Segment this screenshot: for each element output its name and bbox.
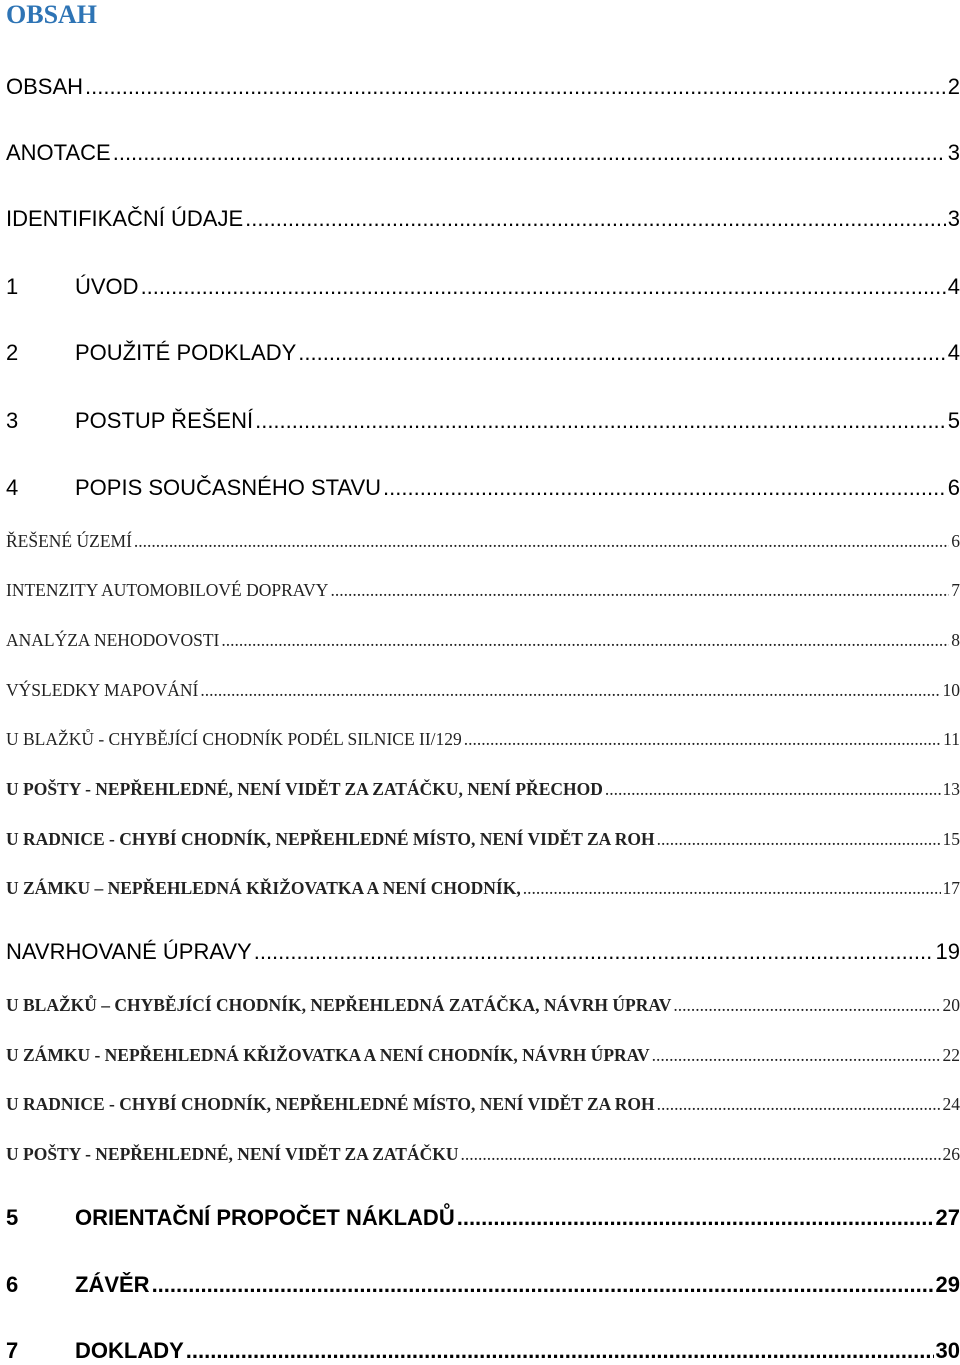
toc-entry-page: 4 xyxy=(947,340,960,365)
dot-leader xyxy=(383,475,946,501)
toc-entry-title: NAVRHOVANÉ ÚPRAVY xyxy=(6,939,252,964)
toc-entry-vysledky[interactable] xyxy=(6,680,960,701)
toc-entry-title: U ZÁMKU – NEPŘEHLEDNÁ KŘIŽOVATKA A NENÍ CHODNÍK, xyxy=(6,878,521,898)
toc-entry-3[interactable] xyxy=(6,408,960,434)
toc-entry-u-blazku[interactable] xyxy=(6,729,960,750)
toc-entry-7[interactable] xyxy=(6,1338,960,1364)
toc-entry-u-posty[interactable] xyxy=(6,779,960,800)
dot-leader xyxy=(673,995,940,1016)
toc-entry-page: 6 xyxy=(947,475,960,500)
dot-leader xyxy=(464,729,941,750)
toc-entry-page: 8 xyxy=(951,630,960,650)
toc-entry-6[interactable] xyxy=(6,1272,960,1298)
toc-entry-title: DOKLADY xyxy=(75,1338,184,1363)
toc-entry-2[interactable] xyxy=(6,340,960,366)
toc-entry-u-radnice-navrh[interactable] xyxy=(6,1094,960,1115)
toc-entry-page: 17 xyxy=(942,878,960,898)
toc-entry-u-radnice[interactable] xyxy=(6,829,960,850)
dot-leader xyxy=(605,779,941,800)
dot-leader xyxy=(255,408,946,434)
toc-entry-u-zamku-navrh[interactable] xyxy=(6,1045,960,1066)
toc-entry-page: 3 xyxy=(947,206,960,231)
toc-entry-number: 1 xyxy=(6,274,19,299)
toc-entry-obsah[interactable] xyxy=(6,74,960,100)
dot-leader xyxy=(298,340,945,366)
toc-entry-intenzity[interactable] xyxy=(6,580,960,601)
toc-entry-page: 6 xyxy=(951,531,960,551)
toc-entry-page: 19 xyxy=(935,939,960,964)
toc-entry-title: U RADNICE - CHYBÍ CHODNÍK, NEPŘEHLEDNÉ MÍSTO, NENÍ VIDĚT ZA ROH xyxy=(6,1094,655,1114)
toc-entry-title: IDENTIFIKAČNÍ ÚDAJE xyxy=(6,206,244,231)
toc-entry-title: U BLAŽKŮ – CHYBĚJÍCÍ CHODNÍK, NEPŘEHLEDNÁ ZATÁČKA, NÁVRH ÚPRAV xyxy=(6,995,672,1015)
dot-leader xyxy=(200,680,940,701)
toc-entry-5[interactable] xyxy=(6,1205,960,1231)
dot-leader xyxy=(254,939,934,965)
toc-entry-page: 26 xyxy=(942,1144,960,1164)
dot-leader xyxy=(461,1144,941,1165)
toc-entry-anotace[interactable] xyxy=(6,140,960,166)
toc-entry-title: U ZÁMKU - NEPŘEHLEDNÁ KŘIŽOVATKA A NENÍ CHODNÍK, NÁVRH ÚPRAV xyxy=(6,1045,650,1065)
toc-entry-title: ZÁVĚR xyxy=(75,1272,150,1297)
dot-leader xyxy=(141,274,946,300)
dot-leader xyxy=(186,1338,934,1364)
dot-leader xyxy=(245,206,946,232)
toc-entry-page: 2 xyxy=(947,74,960,99)
toc-entry-title: VÝSLEDKY MAPOVÁNÍ xyxy=(6,680,199,700)
toc-entry-page: 4 xyxy=(947,274,960,299)
page-title: OBSAH xyxy=(6,0,98,29)
toc-entry-title: ANALÝZA NEHODOVOSTI xyxy=(6,630,220,650)
toc-entry-number: 7 xyxy=(6,1338,19,1363)
toc-entry-title: ORIENTAČNÍ PROPOČET NÁKLADŮ xyxy=(75,1205,455,1230)
dot-leader xyxy=(85,74,946,100)
toc-entry-title: OBSAH xyxy=(6,74,84,99)
toc-entry-title: ŘEŠENÉ ÚZEMÍ xyxy=(6,531,132,551)
toc-entry-page: 13 xyxy=(942,779,960,799)
toc-entry-navrhovane-upravy[interactable] xyxy=(6,939,960,965)
toc-entry-u-posty-navrh[interactable] xyxy=(6,1144,960,1165)
toc-entry-title: U RADNICE - CHYBÍ CHODNÍK, NEPŘEHLEDNÉ MÍSTO, NENÍ VIDĚT ZA ROH xyxy=(6,829,655,849)
toc-entry-title: ÚVOD xyxy=(75,274,139,299)
dot-leader xyxy=(330,580,949,601)
toc-entry-title: POUŽITÉ PODKLADY xyxy=(75,340,297,365)
toc-entry-page: 20 xyxy=(942,995,960,1015)
dot-leader xyxy=(657,829,941,850)
toc-entry-resene-uzemi[interactable] xyxy=(6,531,960,552)
toc-entry-u-blazku-navrh[interactable] xyxy=(6,995,960,1016)
toc-entry-identifikacni-udaje[interactable] xyxy=(6,206,960,232)
toc-entry-page: 11 xyxy=(943,729,960,749)
toc-entry-title: U POŠTY - NEPŘEHLEDNÉ, NENÍ VIDĚT ZA ZATÁČKU xyxy=(6,1144,459,1164)
toc-entry-page: 15 xyxy=(942,829,960,849)
dot-leader xyxy=(113,140,946,166)
toc-entry-analyza[interactable] xyxy=(6,630,960,651)
toc-entry-title: U BLAŽKŮ - CHYBĚJÍCÍ CHODNÍK PODÉL SILNICE II/129 xyxy=(6,729,462,749)
toc-entry-title: POPIS SOUČASNÉHO STAVU xyxy=(75,475,382,500)
toc-entry-page: 30 xyxy=(935,1338,960,1363)
toc-entry-u-zamku[interactable] xyxy=(6,878,960,899)
toc-entry-page: 10 xyxy=(942,680,960,700)
toc-entry-number: 3 xyxy=(6,408,19,433)
toc-entry-page: 22 xyxy=(942,1045,960,1065)
toc-entry-1[interactable] xyxy=(6,274,960,300)
toc-entry-page: 3 xyxy=(947,140,960,165)
toc-entry-number: 5 xyxy=(6,1205,19,1230)
toc-entry-4[interactable] xyxy=(6,475,960,501)
dot-leader xyxy=(523,878,941,899)
toc-entry-title: ANOTACE xyxy=(6,140,111,165)
dot-leader xyxy=(221,630,949,651)
dot-leader xyxy=(152,1272,934,1298)
toc-entry-number: 2 xyxy=(6,340,19,365)
dot-leader xyxy=(652,1045,941,1066)
toc-entry-page: 24 xyxy=(942,1094,960,1114)
toc-entry-page: 7 xyxy=(951,580,960,600)
toc-entry-title: INTENZITY AUTOMOBILOVÉ DOPRAVY xyxy=(6,580,329,600)
dot-leader xyxy=(657,1094,941,1115)
toc-entry-page: 5 xyxy=(947,408,960,433)
toc-entry-page: 29 xyxy=(935,1272,960,1297)
toc-entry-title: POSTUP ŘEŠENÍ xyxy=(75,408,254,433)
dot-leader xyxy=(457,1205,934,1231)
toc-entry-page: 27 xyxy=(935,1205,960,1230)
toc-entry-title: U POŠTY - NEPŘEHLEDNÉ, NENÍ VIDĚT ZA ZATÁČKU, NENÍ PŘECHOD xyxy=(6,779,603,799)
dot-leader xyxy=(134,531,949,552)
toc-entry-number: 4 xyxy=(6,475,19,500)
toc-entry-number: 6 xyxy=(6,1272,19,1297)
